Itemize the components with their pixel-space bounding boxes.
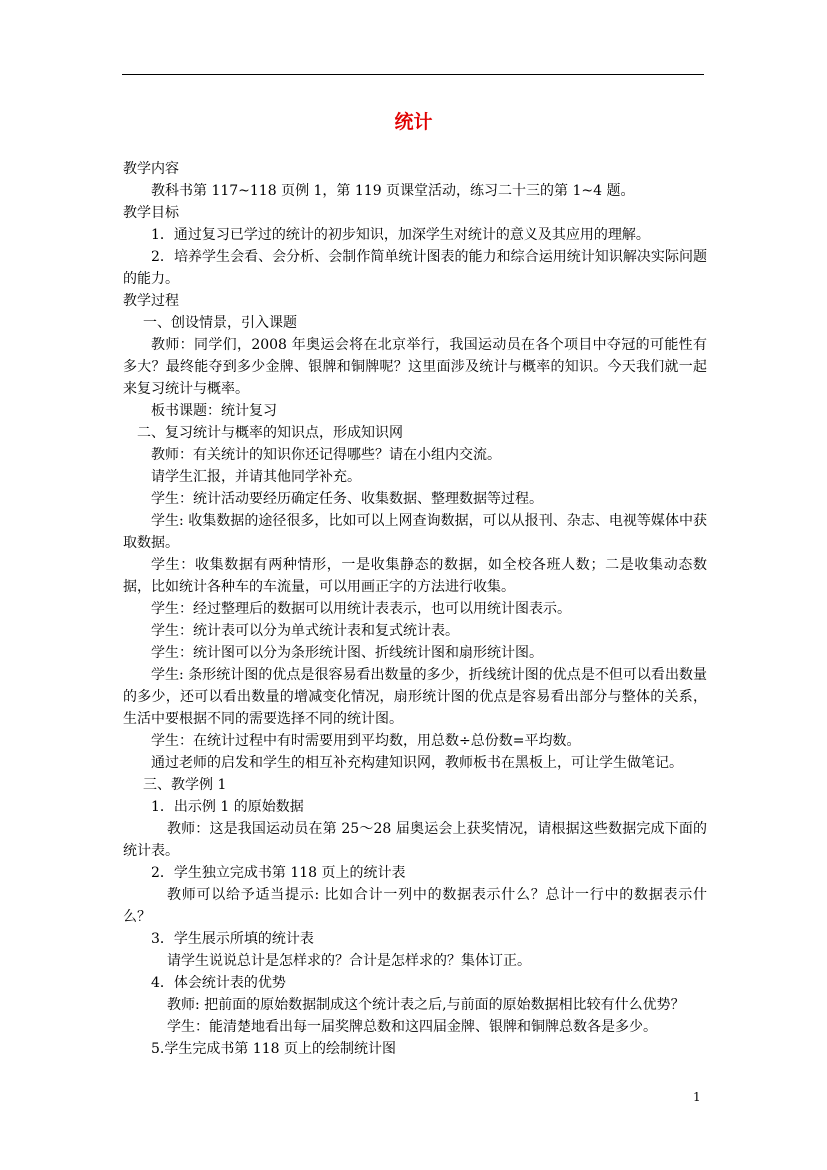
paragraph: 学生: 收集数据的途径很多，比如可以上网查询数据，可以从报刊、杂志、电视等媒体中获取数据。 <box>123 513 707 551</box>
paragraph: 2．学生独立完成书第 118 页上的统计表 <box>151 865 406 881</box>
paragraph: 学生：在统计过程中有时需要用到平均数，用总数÷总份数=平均数。 <box>151 733 581 749</box>
paragraph: 学生：经过整理后的数据可以用统计表表示，也可以用统计图表示。 <box>151 601 571 617</box>
paragraph: 请学生汇报，并请其他同学补充。 <box>151 469 361 485</box>
paragraph: 板书课题：统计复习 <box>151 403 277 419</box>
paragraph: 教师：这是我国运动员在第 25～28 届奥运会上获奖情况，请根据这些数据完成下面的统计表。 <box>123 821 707 859</box>
paragraph: 教学目标 <box>123 205 179 221</box>
page-number: 1 <box>693 1090 701 1104</box>
paragraph: 教学过程 <box>123 293 179 309</box>
paragraph: 教师: 把前面的原始数据制成这个统计表之后,与前面的原始数据相比较有什么优势？ <box>167 997 685 1013</box>
paragraph: 1．出示例 1 的原始数据 <box>151 799 304 815</box>
document-title: 统计 <box>394 111 433 133</box>
paragraph: 3．学生展示所填的统计表 <box>151 931 314 947</box>
paragraph: 2．培养学生会看、会分析、会制作简单统计图表的能力和综合运用统计知识解决实际问题的能力。 <box>123 249 707 287</box>
paragraph: 三、教学例 1 <box>143 777 227 793</box>
paragraph: 学生：统计活动要经历确定任务、收集数据、整理数据等过程。 <box>151 491 543 507</box>
paragraph: 4．体会统计表的优势 <box>151 975 286 991</box>
paragraph: 学生：统计图可以分为条形统计图、折线统计图和扇形统计图。 <box>151 645 543 661</box>
paragraph: 学生：收集数据有两种情形，一是收集静态的数据，如全校各班人数；二是收集动态数据，比如统计各种车的车流量，可以用画正字的方法进行收集。 <box>123 557 707 595</box>
paragraph: 教师：有关统计的知识你还记得哪些？请在小组内交流。 <box>151 447 501 463</box>
paragraph: 教科书第 117~118 页例 1，第 119 页课堂活动，练习二十三的第 1~4 题。 <box>151 183 635 199</box>
header-rule <box>122 74 704 75</box>
paragraph: 一、创设情景，引入课题 <box>143 315 297 331</box>
paragraph: 学生: 条形统计图的优点是很容易看出数量的多少，折线统计图的优点是不但可以看出数量的多少，还可以看出数量的增减变化情况，扇形统计图的优点是容易看出部分与整体的关系，生活中要根据不同的需要选择不同的统计图。 <box>123 667 707 727</box>
paragraph: 教师可以给予适当提示: 比如合计一列中的数据表示什么？总计一行中的数据表示什么？ <box>123 887 707 925</box>
paragraph: 1．通过复习已学过的统计的初步知识，加深学生对统计的意义及其应用的理解。 <box>151 227 650 243</box>
paragraph: 通过老师的启发和学生的相互补充构建知识网，教师板书在黑板上，可让学生做笔记。 <box>151 755 683 771</box>
paragraph: 二、复习统计与概率的知识点，形成知识网 <box>137 425 403 441</box>
paragraph: 请学生说说总计是怎样求的？合计是怎样求的？集体订正。 <box>167 953 531 969</box>
document-body <box>123 158 707 1060</box>
paragraph: 学生：能清楚地看出每一届奖牌总数和这四届金牌、银牌和铜牌总数各是多少。 <box>167 1019 657 1035</box>
paragraph: 学生：统计表可以分为单式统计表和复式统计表。 <box>151 623 459 639</box>
paragraph: 教师：同学们，2008 年奥运会将在北京举行，我国运动员在各个项目中夺冠的可能性有多大？最终能夺到多少金牌、银牌和铜牌呢？这里面涉及统计与概率的知识。今天我们就一起来复习统计与概率。 <box>123 337 707 397</box>
paragraph: 教学内容 <box>123 161 179 177</box>
paragraph: 5.学生完成书第 118 页上的绘制统计图 <box>151 1041 396 1057</box>
